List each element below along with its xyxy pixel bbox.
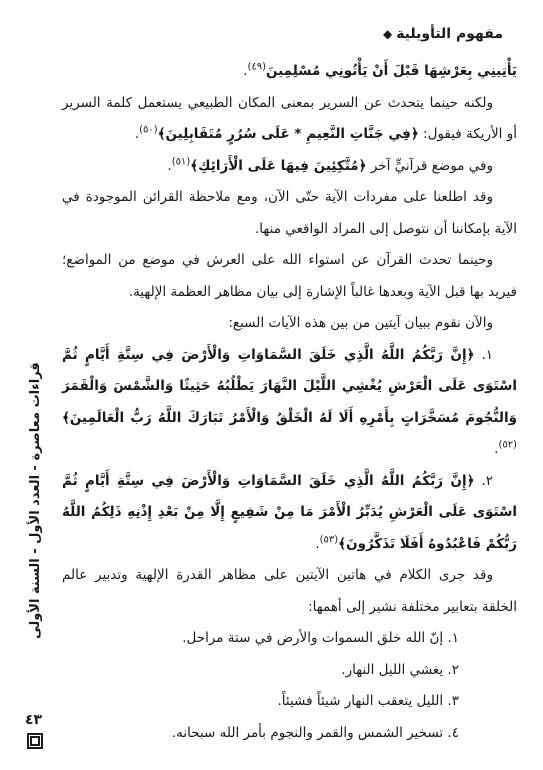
paragraph: وقد اطلعنا على مفردات الآية حتّى الآن، ومع ملاحظة القرائن الموجودة في الآية بإمكاننا أن نتوصل إلى المراد الواقعي منها. bbox=[62, 189, 517, 237]
journal-sidebar bbox=[22, 290, 48, 710]
footnote-ref: (٥٣) bbox=[319, 534, 339, 545]
footnote-ref: (٥٠) bbox=[139, 124, 158, 136]
diamond-icon: ◆ bbox=[382, 27, 393, 41]
header-title: مفهوم التأويلية bbox=[396, 26, 503, 42]
verse-item: ١. ﴿إِنَّ رَبَّكُمُ اللَّهُ الَّذِي خَلَقَ السَّمَاوَاتِ وَالْأَرْضَ فِي سِتَّةِ أَيَّامٍ ثُمَّ اسْتَوَى عَلَى الْعَرْشِ يُغْشِي اللَّيْلَ النَّهَارَ يَطْلُبُهُ حَثِيثًا وَالشَّمْسَ وَالْقَمَرَ وَالنُّجُومَ مُسَخَّرَاتٍ بِأَمْرِهِ أَلَا لَهُ الْخَلْقُ وَالْأَمْرُ تَبَارَكَ اللَّهُ رَبُّ الْعَالَمِينَ﴾$^{(٥٢)}$. bbox=[62, 346, 517, 457]
paragraph: وفي موضع قرآنيٍّ آخر ﴿مُتَّكِئِينَ فِيهَا عَلَى الْأَرَائِكِ﴾$^{(٥١)}$. bbox=[167, 156, 493, 174]
list-item: ١. إنّ الله خلق السموات والأرض في ستة مراحل. bbox=[182, 630, 459, 646]
paragraph: يَأْتِينِي بِعَرْشِهَا قَبْلَ أَنْ يَأْتُونِي مُسْلِمِينَ$^{(٤٩)}$. bbox=[243, 61, 517, 79]
quran-quote: يَأْتِينِي بِعَرْشِهَا قَبْلَ أَنْ يَأْتُونِي مُسْلِمِينَ bbox=[266, 63, 517, 79]
page-body bbox=[62, 56, 517, 749]
paragraph-text: ولكنه حينما يتحدث عن السرير بمعنى المكان الطبيعي يستعمل كلمة السرير أو الأريكة فيقول: bbox=[62, 94, 517, 142]
paragraph: وحينما تحدث القرآن عن استواء الله على العرش في موضع من المواضع؛ فيريد بها قبل الآية وبعدها غالباً الإشارة إلى بيان مظاهر العظمة الإلهية. bbox=[62, 252, 517, 300]
footnote-ref: (٥١) bbox=[171, 156, 191, 167]
paragraph: ولكنه حينما يتحدث عن السرير بمعنى المكان الطبيعي يستعمل كلمة السرير أو الأريكة فيقول: ﴿فِي جَنَّاتِ النَّعِيمِ * عَلَى سُرُرٍ مُتَقَابِلِينَ﴾$^{(٥٠)}$. bbox=[62, 94, 517, 142]
verse-number: ١. bbox=[481, 346, 494, 363]
footnote-ref: (٥٢) bbox=[498, 439, 517, 451]
list-item: ٢. يغشي الليل النهار. bbox=[341, 661, 459, 678]
footnote-ref: (٤٩) bbox=[247, 61, 266, 73]
page-ornament-icon bbox=[27, 733, 43, 749]
journal-name: قراءات معاصرة - العدد الأول - السنة الأولى bbox=[27, 361, 43, 639]
quran-quote: ﴿إِنَّ رَبَّكُمُ اللَّهُ الَّذِي خَلَقَ السَّمَاوَاتِ وَالْأَرْضَ فِي سِتَّةِ أَيَّامٍ ثُمَّ اسْتَوَى عَلَى الْعَرْشِ يُدَبِّرُ الْأَمْرَ مَا مِنْ شَفِيعٍ إِلَّا مِنْ بَعْدِ إِذْنِهِ ذَلِكُمُ اللَّهُ رَبُّكُمْ فَاعْبُدُوهُ أَفَلَا تَذَكَّرُونَ﴾ bbox=[62, 472, 517, 552]
page-number: ٤٣ bbox=[25, 712, 43, 728]
verse-item: ٢. ﴿إِنَّ رَبَّكُمُ اللَّهُ الَّذِي خَلَقَ السَّمَاوَاتِ وَالْأَرْضَ فِي سِتَّةِ أَيَّامٍ ثُمَّ اسْتَوَى عَلَى الْعَرْشِ يُدَبِّرُ الْأَمْرَ مَا مِنْ شَفِيعٍ إِلَّا مِنْ بَعْدِ إِذْنِهِ ذَلِكُمُ اللَّهُ رَبُّكُمْ فَاعْبُدُوهُ أَفَلَا تَذَكَّرُونَ﴾$^{(٥٣)}$. bbox=[62, 472, 517, 552]
verse-number: ٢. bbox=[481, 472, 494, 489]
paragraph-text: وفي موضع قرآنيٍّ آخر bbox=[370, 157, 493, 174]
running-header bbox=[383, 26, 503, 42]
quran-quote: ﴿مُتَّكِئِينَ فِيهَا عَلَى الْأَرَائِكِ﴾ bbox=[190, 157, 367, 174]
paragraph: وقد جرى الكلام في هاتين الآيتين على مظاهر القدرة الإلهية وتدبير عالم الخلقة بتعابير مختلفة نشير إلى أهمها: bbox=[62, 567, 517, 615]
paragraph: والآن نقوم ببيان آيتين من بين هذه الآيات السبع: bbox=[228, 315, 493, 331]
list-item: ٣. الليل يتعقب النهار شيئاً فشيئاً. bbox=[277, 693, 459, 709]
quran-quote: ﴿إِنَّ رَبَّكُمُ اللَّهُ الَّذِي خَلَقَ السَّمَاوَاتِ وَالْأَرْضَ فِي سِتَّةِ أَيَّامٍ ثُمَّ اسْتَوَى عَلَى الْعَرْشِ يُغْشِي اللَّيْلَ النَّهَارَ يَطْلُبُهُ حَثِيثًا وَالشَّمْسَ وَالْقَمَرَ وَالنُّجُومَ مُسَخَّرَاتٍ بِأَمْرِهِ أَلَا لَهُ الْخَلْقُ وَالْأَمْرُ تَبَارَكَ اللَّهُ رَبُّ الْعَالَمِينَ﴾ bbox=[62, 346, 517, 426]
list-item: ٤. تسخير الشمس والقمر والنجوم بأمر الله سبحانه. bbox=[171, 724, 459, 741]
points-list bbox=[62, 623, 517, 749]
quran-quote: ﴿فِي جَنَّاتِ النَّعِيمِ * عَلَى سُرُرٍ مُتَقَابِلِينَ﴾ bbox=[157, 126, 419, 142]
